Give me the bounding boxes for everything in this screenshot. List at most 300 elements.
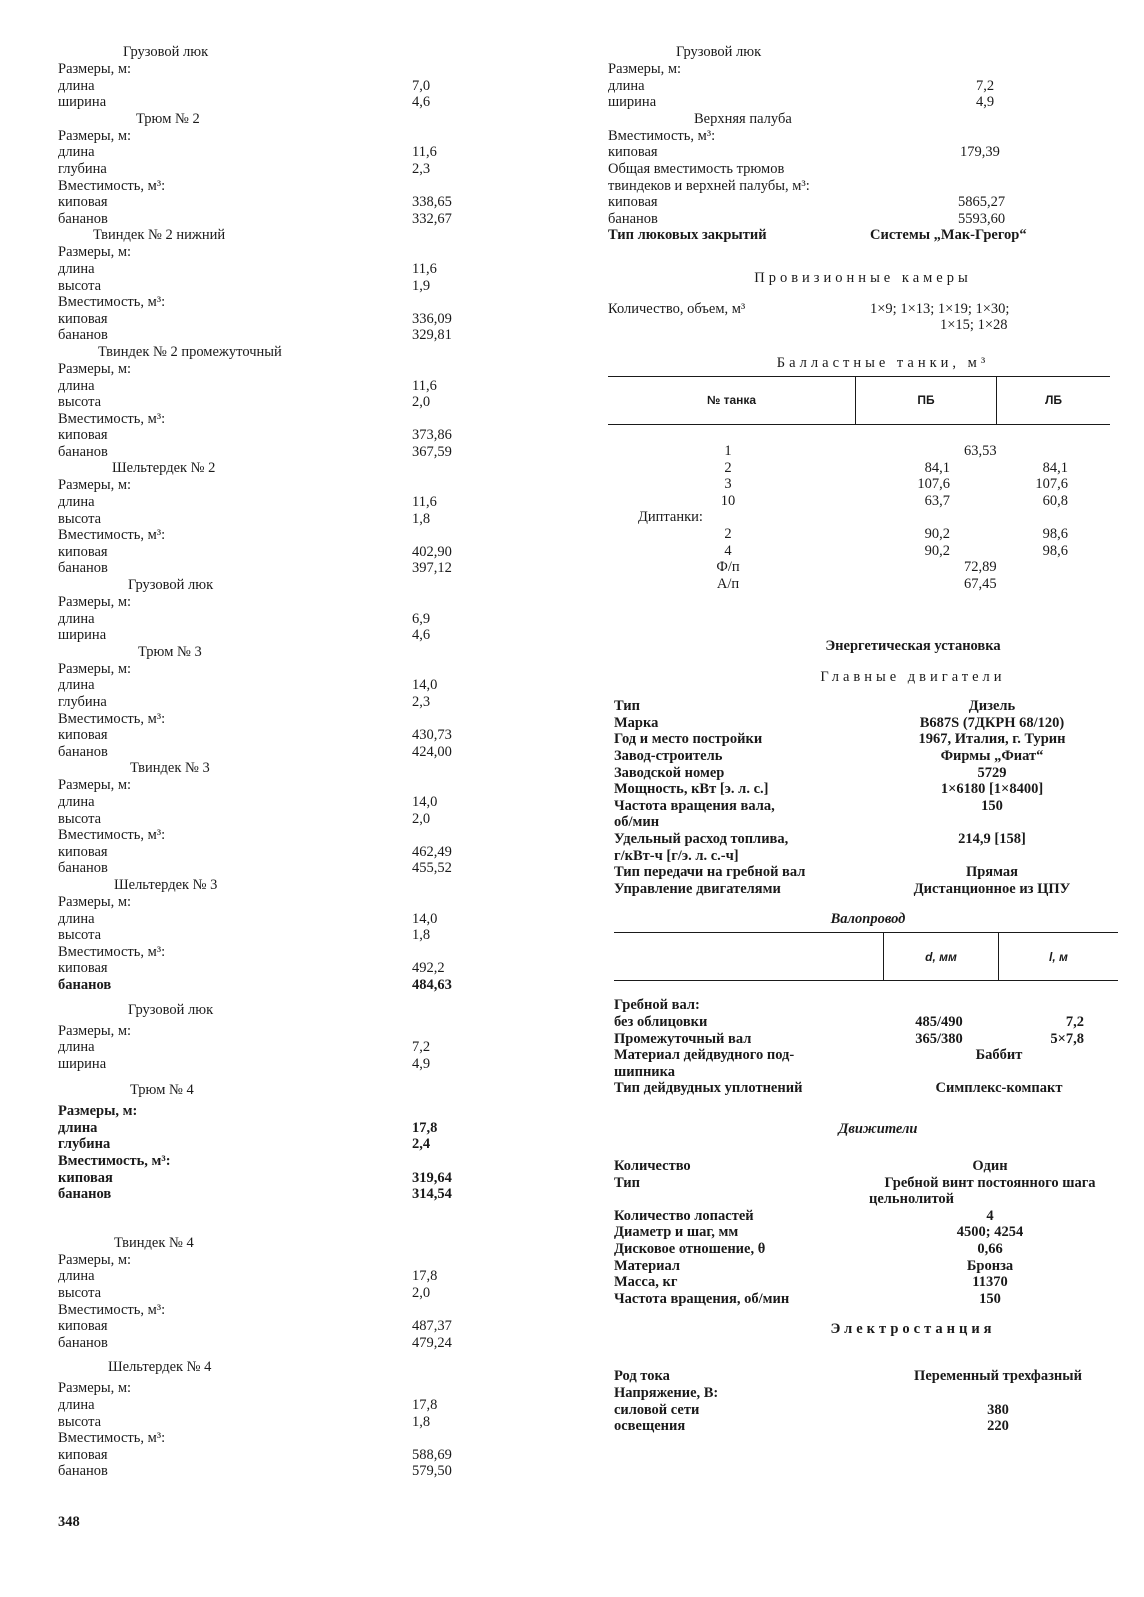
spec-label: Размеры, м: [58, 1103, 138, 1120]
spec-label: Тип [614, 1174, 641, 1191]
shaft-header [614, 932, 1118, 981]
spec-value: 179,39 [960, 144, 1000, 161]
spec-value: 484,63 [412, 976, 452, 993]
spec-label: Управление двигателями [614, 880, 781, 897]
spec-label: бананов [58, 210, 108, 227]
spec-label: киповая [58, 310, 108, 327]
spec-row [58, 794, 478, 811]
spec-value: 380 [987, 1401, 1009, 1418]
spec-value: 11370 [972, 1274, 1008, 1291]
spec-label: киповая [58, 960, 108, 977]
spec-row [614, 881, 1118, 898]
page-number: 348 [58, 1514, 80, 1530]
spec-value: 0,66 [977, 1240, 1003, 1257]
spec-value: 4,6 [412, 627, 431, 644]
spec-value: 5593,60 [958, 210, 1006, 227]
spec-value: 402,90 [412, 543, 452, 560]
spec-row [58, 494, 478, 511]
spec-label: Марка [614, 714, 659, 731]
spec-row [58, 278, 478, 295]
spec-label: киповая [58, 543, 108, 560]
spec-row [58, 827, 478, 844]
spec-row [58, 894, 478, 911]
section-heading: Шельтердек № 4 [108, 1359, 212, 1376]
spec-value: 17,8 [412, 1268, 438, 1285]
spec-row [58, 960, 478, 977]
spec-label: Количество лопастей [614, 1207, 754, 1224]
spec-row [58, 194, 478, 211]
provision-label: Количество, объем, м³ [608, 300, 746, 317]
provision-value-1: 1×9; 1×13; 1×19; 1×30; [870, 300, 1010, 317]
spec-row [608, 178, 1118, 195]
spec-label: ширина [58, 94, 107, 111]
spec-label: киповая [58, 727, 108, 744]
spec-label: длина [58, 610, 95, 627]
spec-label: Размеры, м: [58, 777, 132, 794]
spec-label: Вместимость, м³: [58, 1153, 171, 1170]
section-heading: Грузовой люк [128, 1001, 214, 1018]
spec-value: Фирмы „Фиат“ [940, 748, 1044, 765]
spec-value: Один [972, 1157, 1008, 1174]
spec-row [58, 61, 478, 78]
spec-row [58, 1335, 478, 1352]
spec-label: длина [58, 377, 95, 394]
spec-value: 150 [981, 797, 1003, 814]
spec-label: бананов [58, 327, 108, 344]
spec-value: Системы „Мак-Грегор“ [870, 227, 1027, 244]
spec-label: высота [58, 1285, 102, 1302]
spec-label: длина [58, 677, 95, 694]
spec-value: 2,3 [412, 694, 431, 710]
spec-label: глубина [58, 1136, 111, 1153]
spec-label: киповая [58, 194, 108, 211]
spec-row [58, 178, 478, 195]
provision-row [608, 301, 1118, 335]
spec-row [58, 1186, 478, 1203]
spec-row [58, 1056, 478, 1073]
tank-number: 4 [724, 542, 732, 559]
spec-row [608, 128, 1118, 145]
spec-label: киповая [608, 144, 658, 161]
spec-label: бананов [58, 860, 108, 877]
spec-row [58, 727, 478, 744]
spec-value: 11,6 [412, 260, 437, 277]
spec-value: 7,2 [412, 1039, 431, 1056]
section-heading: Шельтердек № 2 [112, 460, 216, 477]
propulsion-list [614, 1158, 1118, 1307]
spec-label: длина [58, 260, 95, 277]
spec-row [58, 1252, 478, 1269]
spec-value: 2,0 [412, 1285, 431, 1302]
spec-label: бананов [58, 743, 108, 760]
spec-row [614, 1274, 1118, 1291]
spec-value: 4500; 4254 [956, 1224, 1024, 1241]
spec-row [614, 1385, 1118, 1402]
spec-label: Тип передачи на гребной вал [614, 864, 806, 881]
spec-row [58, 511, 478, 528]
power-title: Электростанция [830, 1321, 996, 1338]
spec-row [58, 911, 478, 928]
spec-label: Вместимость, м³: [58, 1301, 166, 1318]
spec-value: 2,0 [412, 394, 431, 411]
tank-number: 1 [724, 442, 732, 459]
spec-row [614, 1175, 1118, 1192]
spec-label: Общая вместимость трюмов [608, 160, 785, 177]
spec-row [58, 378, 478, 395]
spec-row [608, 61, 1118, 78]
spec-row [608, 94, 1118, 111]
spec-value: 14,0 [412, 677, 438, 694]
spec-value: Прямая [965, 864, 1019, 881]
spec-label: глубина [58, 694, 107, 710]
spec-value: 588,69 [412, 1446, 452, 1463]
spec-label: Мощность, кВт [э. л. с.] [614, 781, 769, 798]
shaft-label: без облицовки [614, 1014, 708, 1030]
spec-label: киповая [58, 1318, 108, 1335]
shaft-rows [614, 997, 1118, 1097]
spec-label: Напряжение, В: [614, 1384, 719, 1401]
spec-row [58, 1302, 478, 1319]
ballast-row [608, 576, 1118, 593]
spec-label: Вместимость, м³: [58, 943, 166, 960]
spec-value: Дизель [968, 698, 1016, 715]
spec-row [58, 94, 478, 111]
ballast-row [608, 493, 1118, 510]
spec-value: 314,54 [412, 1186, 452, 1203]
spec-row [614, 1208, 1118, 1225]
spec-row [614, 848, 1118, 865]
shaft-d: 365/380 [915, 1030, 963, 1047]
spec-row [58, 611, 478, 628]
spec-value: 455,52 [412, 860, 452, 877]
spec-value: 5865,27 [958, 194, 1006, 211]
spec-row [58, 1414, 478, 1431]
spec-row [608, 78, 1118, 95]
section-heading: Трюм № 4 [130, 1082, 194, 1099]
spec-label: киповая [58, 1446, 108, 1463]
spec-label: киповая [608, 194, 658, 211]
spec-value: 338,65 [412, 194, 452, 211]
spec-label: киповая [58, 1169, 113, 1186]
spec-label: высота [58, 1413, 102, 1430]
spec-label: ширина [58, 627, 107, 644]
section-heading: Твиндек № 4 [114, 1234, 194, 1251]
spec-value: 7,0 [412, 77, 431, 94]
spec-value: 424,00 [412, 743, 452, 760]
spec-value: 220 [987, 1418, 1009, 1435]
tank-value-lb: 107,6 [1035, 476, 1068, 493]
spec-label: бананов [58, 1334, 108, 1351]
ballast-title: Балластные танки, м³ [776, 354, 990, 371]
spec-value: цельнолитой [869, 1191, 955, 1208]
spec-value: 336,09 [412, 310, 452, 327]
ballast-header-tank: № танка [706, 393, 757, 408]
spec-row [58, 294, 478, 311]
spec-row [58, 1039, 478, 1056]
spec-row [58, 444, 478, 461]
spec-label: Заводской номер [614, 764, 725, 781]
spec-label: твиндеков и верхней палубы, м³: [608, 177, 810, 194]
spec-label: Материал [614, 1257, 681, 1274]
spec-label: бананов [608, 210, 658, 227]
ballast-row [608, 443, 1118, 460]
spec-value: B687S (7ДКРН 68/120) [919, 714, 1065, 731]
shaft-d: 485/490 [915, 1014, 963, 1030]
spec-row [58, 1447, 478, 1464]
shaft-row [614, 1031, 1118, 1048]
spec-label: высота [58, 510, 102, 527]
spec-label: длина [58, 1397, 95, 1413]
spec-row [58, 711, 478, 728]
spec-row [58, 527, 478, 544]
spec-label: бананов [58, 443, 108, 460]
spec-value: 11,6 [412, 377, 437, 394]
shaft-title: Валопровод [830, 911, 906, 928]
spec-row [58, 261, 478, 278]
propulsion-title: Движители [838, 1120, 918, 1137]
tank-number: А/п [716, 575, 740, 592]
cargo-hatch-upper-deck-block [608, 44, 1118, 244]
spec-row [58, 1170, 478, 1187]
spec-value: 5729 [977, 764, 1007, 781]
spec-label: Частота вращения, об/мин [614, 1290, 790, 1307]
spec-value: Бронза [966, 1257, 1014, 1274]
shaft-material: Баббит [975, 1047, 1023, 1064]
spec-row [608, 161, 1118, 178]
provision-value-2: 1×15; 1×28 [940, 316, 1008, 333]
spec-label: Размеры, м: [58, 244, 132, 261]
tank-value-pb: 84,1 [924, 459, 950, 476]
engines-title: Главные двигатели [820, 669, 1006, 686]
spec-row [58, 1430, 478, 1447]
spec-label: киповая [58, 427, 108, 444]
shaft-material: Симплекс-компакт [935, 1080, 1063, 1097]
spec-label: Размеры, м: [58, 660, 132, 677]
spec-row [614, 1191, 1118, 1208]
spec-row [58, 311, 478, 328]
spec-label: освещения [614, 1418, 686, 1435]
spec-value: 2,4 [412, 1136, 431, 1153]
shaft-row [614, 1064, 1118, 1081]
section-heading: Твиндек № 2 промежуточный [98, 343, 282, 360]
spec-label: Масса, кг [614, 1274, 678, 1291]
spec-label: Вместимость, м³: [58, 1430, 166, 1447]
spec-label: длина [58, 144, 95, 161]
spec-row [58, 927, 478, 944]
tank-value-lb: 84,1 [1042, 459, 1068, 476]
tank-number: 2 [724, 459, 732, 476]
section-heading: Твиндек № 2 нижний [93, 227, 226, 244]
section-heading: Трюм № 2 [136, 110, 200, 127]
spec-value: Гребной винт постоянного шага [884, 1174, 1096, 1191]
shaft-row [614, 997, 1118, 1014]
spec-label: Размеры, м: [58, 594, 132, 611]
spec-row [614, 798, 1118, 815]
spec-label: Диаметр и шаг, мм [614, 1224, 739, 1241]
spec-label: Размеры, м: [58, 61, 132, 77]
tank-value-both: 63,53 [964, 442, 997, 459]
spec-row [58, 1318, 478, 1335]
spec-row [614, 1418, 1118, 1435]
spec-label: длина [58, 1119, 98, 1136]
spec-value: Дистанционное из ЦПУ [913, 880, 1071, 897]
spec-label: ширина [608, 94, 657, 111]
spec-row [614, 765, 1118, 782]
spec-label: Вместимость, м³: [58, 294, 166, 311]
spec-value: 4,6 [412, 94, 431, 111]
engines-list [614, 698, 1118, 897]
spec-row [58, 327, 478, 344]
spec-row [608, 194, 1118, 211]
shaft-row [614, 1080, 1118, 1097]
ballast-header-pb: ПБ [856, 376, 997, 424]
spec-label: длина [58, 793, 95, 810]
spec-row [614, 831, 1118, 848]
tank-value-lb: 60,8 [1042, 492, 1068, 509]
ballast-row [608, 509, 1118, 526]
spec-value: 1967, Италия, г. Турин [918, 731, 1066, 748]
spec-label: Размеры, м: [58, 1380, 132, 1397]
spec-row [58, 627, 478, 644]
spec-row [614, 814, 1118, 831]
provision-title: Провизионные камеры [754, 269, 972, 286]
spec-row [58, 1380, 478, 1397]
tank-number: Диптанки: [638, 509, 703, 526]
spec-value: 2,3 [412, 160, 431, 177]
spec-value: 579,50 [412, 1463, 452, 1480]
spec-label: длина [58, 910, 95, 927]
spec-label: Удельный расход топлива, [614, 831, 789, 848]
spec-row [58, 1103, 478, 1120]
shaft-header-d: d, мм [884, 933, 999, 981]
ballast-header [608, 376, 1110, 425]
spec-row [614, 1258, 1118, 1275]
spec-value: 319,64 [412, 1169, 452, 1186]
ballast-row [608, 476, 1118, 493]
spec-row [58, 811, 478, 828]
ballast-rows [608, 443, 1118, 592]
shaft-row [614, 1047, 1118, 1064]
shaft-label: Гребной вал: [614, 997, 700, 1014]
spec-label: Вместимость, м³: [58, 827, 166, 844]
spec-value: 373,86 [412, 427, 452, 444]
spec-row [614, 1368, 1118, 1385]
spec-value: 479,24 [412, 1334, 452, 1351]
spec-value: 1,8 [412, 510, 431, 527]
section-heading: Грузовой люк [128, 577, 214, 594]
spec-value: 4,9 [412, 1055, 431, 1072]
spec-label: Тип люковых закрытий [608, 227, 767, 244]
spec-row [58, 777, 478, 794]
spec-value: 1,9 [412, 277, 431, 294]
spec-value: 17,8 [412, 1119, 438, 1136]
spec-label: Размеры, м: [58, 127, 132, 144]
shaft-row [614, 1014, 1118, 1031]
spec-row [614, 1224, 1118, 1241]
spec-row [58, 1136, 478, 1153]
spec-label: Год и место постройки [614, 731, 763, 748]
spec-value: 17,8 [412, 1397, 438, 1413]
spec-value: 14,0 [412, 793, 438, 810]
spec-row [614, 1158, 1118, 1175]
spec-value: 329,81 [412, 327, 452, 344]
ballast-row [608, 526, 1118, 543]
spec-row [58, 411, 478, 428]
spec-label: Частота вращения вала, [614, 797, 775, 814]
spec-label: длина [58, 1039, 95, 1056]
spec-row [58, 844, 478, 861]
spec-label: Размеры, м: [58, 1022, 132, 1039]
ballast-row [608, 559, 1118, 576]
spec-value: 4 [986, 1207, 994, 1224]
tank-number: 2 [724, 525, 732, 542]
shaft-label: Промежуточный вал [614, 1030, 752, 1047]
spec-label: длина [58, 494, 95, 511]
spec-row [58, 1268, 478, 1285]
spec-value: 1,8 [412, 1413, 431, 1430]
spec-value: 487,37 [412, 1318, 452, 1335]
spec-label: бананов [58, 560, 108, 577]
spec-row [58, 211, 478, 228]
spec-row [608, 144, 1118, 161]
spec-label: силовой сети [614, 1401, 700, 1418]
spec-row [58, 477, 478, 494]
spec-row [58, 1397, 478, 1414]
spec-label: Вместимость, м³: [58, 710, 166, 727]
ballast-row [608, 543, 1118, 560]
spec-value: 2,0 [412, 810, 431, 827]
spec-row [58, 1285, 478, 1302]
tank-value-pb: 90,2 [924, 525, 950, 542]
spec-row [58, 694, 478, 711]
spec-value: 150 [979, 1290, 1001, 1307]
spec-label: г/кВт-ч [г/э. л. с.-ч] [614, 847, 739, 864]
spec-row [614, 864, 1118, 881]
energy-title: Энергетическая установка [825, 638, 1001, 655]
spec-value: 6,9 [412, 610, 431, 627]
spec-label: Размеры, м: [58, 893, 132, 910]
spec-row [614, 1241, 1118, 1258]
section-heading: Верхняя палуба [694, 110, 792, 127]
spec-label: киповая [58, 843, 108, 860]
spec-label: бананов [58, 1463, 108, 1480]
section-heading: Твиндек № 3 [130, 760, 210, 777]
spec-label: Размеры, м: [58, 360, 132, 377]
spec-row [614, 731, 1118, 748]
ballast-header-lb: ЛБ [997, 376, 1111, 424]
spec-row [608, 227, 1118, 244]
shaft-label: шипника [614, 1063, 676, 1080]
spec-label: об/мин [614, 814, 660, 831]
tank-value-pb: 90,2 [924, 542, 950, 559]
spec-label: Вместимость, м³: [58, 410, 166, 427]
spec-value: 11,6 [412, 494, 437, 511]
spec-row [58, 144, 478, 161]
shaft-label: Тип дейдвудных уплотнений [614, 1080, 803, 1097]
spec-label: Дисковое отношение, θ [614, 1240, 766, 1257]
spec-row [58, 128, 478, 145]
tank-number: 3 [724, 476, 732, 493]
spec-row [58, 361, 478, 378]
spec-value: 430,73 [412, 727, 452, 744]
ballast-row [608, 460, 1118, 477]
spec-value: 367,59 [412, 443, 452, 460]
spec-row [614, 748, 1118, 765]
spec-label: Род тока [614, 1368, 670, 1385]
tank-value-lb: 98,6 [1042, 525, 1068, 542]
spec-label: Завод-строитель [614, 748, 723, 765]
right-column [608, 44, 1118, 1435]
